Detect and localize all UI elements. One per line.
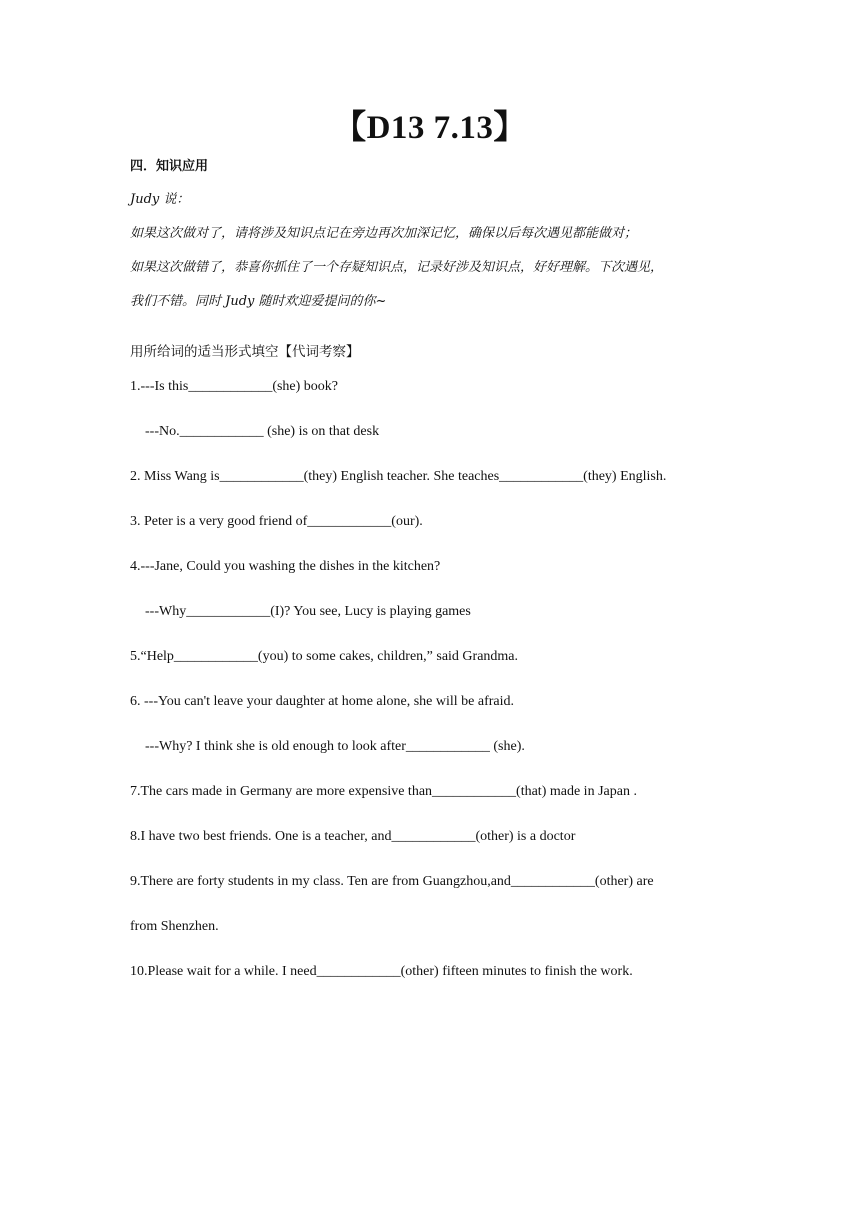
- exercise-instruction: 用所给词的适当形式填空【代词考察】: [130, 344, 360, 360]
- question-line: 3. Peter is a very good friend of____________(our).: [130, 514, 423, 529]
- question-line: 1.---Is this____________(she) book?: [130, 379, 339, 394]
- question-line: 2. Miss Wang is____________(they) English teacher. She teaches____________(they) English.: [130, 469, 667, 484]
- question-line: 9.There are forty students in my class. Ten are from Guangzhou,and____________(other) are: [130, 874, 654, 889]
- question-line: 4.---Jane, Could you washing the dishes in the kitchen?: [130, 559, 441, 574]
- page-title: 【D13 7.13】: [333, 110, 527, 146]
- question-line: 7.The cars made in Germany are more expensive than____________(that) made in Japan .: [130, 784, 637, 799]
- question-line: from Shenzhen.: [130, 919, 219, 934]
- question-line: ---No.____________ (she) is on that desk: [145, 424, 380, 439]
- question-line: 10.Please wait for a while. I need____________(other) fifteen minutes to finish the work.: [130, 964, 633, 979]
- intro-speaker: Judy 说：: [130, 192, 190, 207]
- intro-line-1: 如果这次做对了，请将涉及知识点记在旁边再次加深记忆，确保以后每次遇见都能做对；: [130, 226, 638, 241]
- intro-line-2: 如果这次做错了，恭喜你抓住了一个存疑知识点，记录好涉及知识点，好好理解。下次遇见，: [130, 260, 664, 275]
- question-line: 5.“Help____________(you) to some cakes, children,” said Grandma.: [130, 649, 519, 664]
- question-line: 6. ---You can't leave your daughter at home alone, she will be afraid.: [130, 694, 515, 709]
- question-line: ---Why____________(I)? You see, Lucy is playing games: [145, 604, 471, 619]
- question-line: ---Why? I think she is old enough to look after____________ (she).: [145, 739, 525, 754]
- question-line: 8.I have two best friends. One is a teacher, and____________(other) is a doctor: [130, 829, 576, 844]
- intro-line-3: 我们不错。同时 Judy 随时欢迎爱提问的你~: [130, 294, 387, 309]
- section-heading: 四．知识应用: [130, 159, 209, 174]
